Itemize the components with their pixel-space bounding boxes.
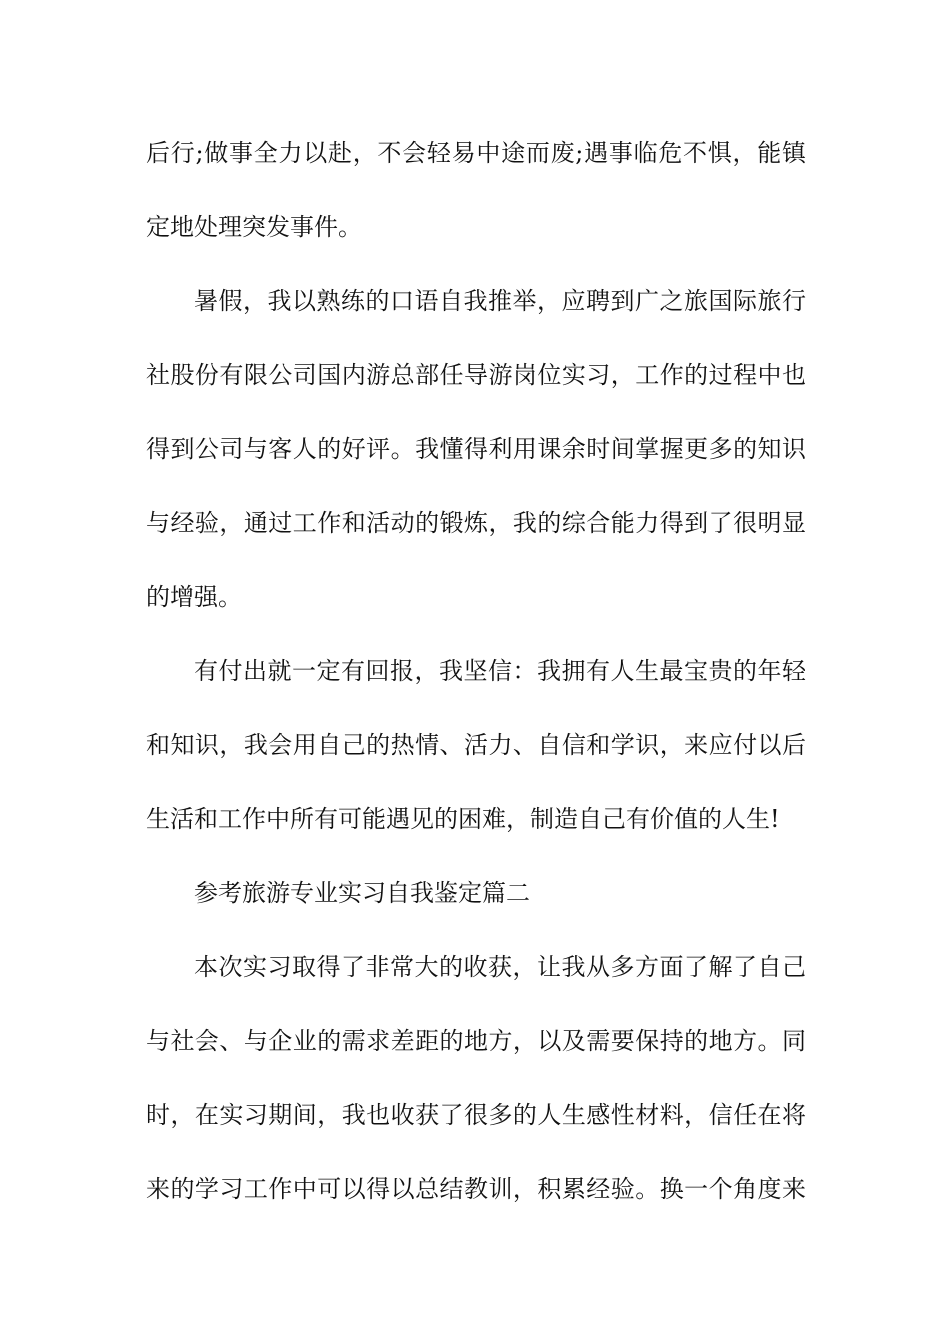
text-line: 与经验，通过工作和活动的锻炼，我的综合能力得到了很明显 bbox=[146, 509, 806, 537]
paragraph-first-line: 本次实习取得了非常大的收获，让我从多方面了解了自己 bbox=[194, 953, 806, 981]
text-line: 得到公司与客人的好评。我懂得利用课余时间掌握更多的知识 bbox=[146, 435, 806, 463]
text-line: 来的学习工作中可以得以总结教训，积累经验。换一个角度来 bbox=[146, 1175, 806, 1203]
text-line: 生活和工作中所有可能遇见的困难，制造自己有价值的人生! bbox=[146, 805, 780, 833]
text-line: 后行;做事全力以赴，不会轻易中途而废;遇事临危不惧，能镇 bbox=[146, 139, 806, 167]
text-line: 的增强。 bbox=[146, 583, 242, 611]
paragraph-first-line: 有付出就一定有回报，我坚信：我拥有人生最宝贵的年轻 bbox=[194, 657, 806, 685]
paragraph-first-line: 暑假，我以熟练的口语自我推举，应聘到广之旅国际旅行 bbox=[194, 287, 806, 315]
text-line: 时，在实习期间，我也收获了很多的人生感性材料，信任在将 bbox=[146, 1101, 806, 1129]
text-line: 定地处理突发事件。 bbox=[146, 213, 362, 241]
section-heading: 参考旅游专业实习自我鉴定篇二 bbox=[194, 879, 530, 907]
text-line: 社股份有限公司国内游总部任导游岗位实习，工作的过程中也 bbox=[146, 361, 806, 389]
text-line: 和知识，我会用自己的热情、活力、自信和学识，来应付以后 bbox=[146, 731, 806, 759]
text-line: 与社会、与企业的需求差距的地方，以及需要保持的地方。同 bbox=[146, 1027, 806, 1055]
